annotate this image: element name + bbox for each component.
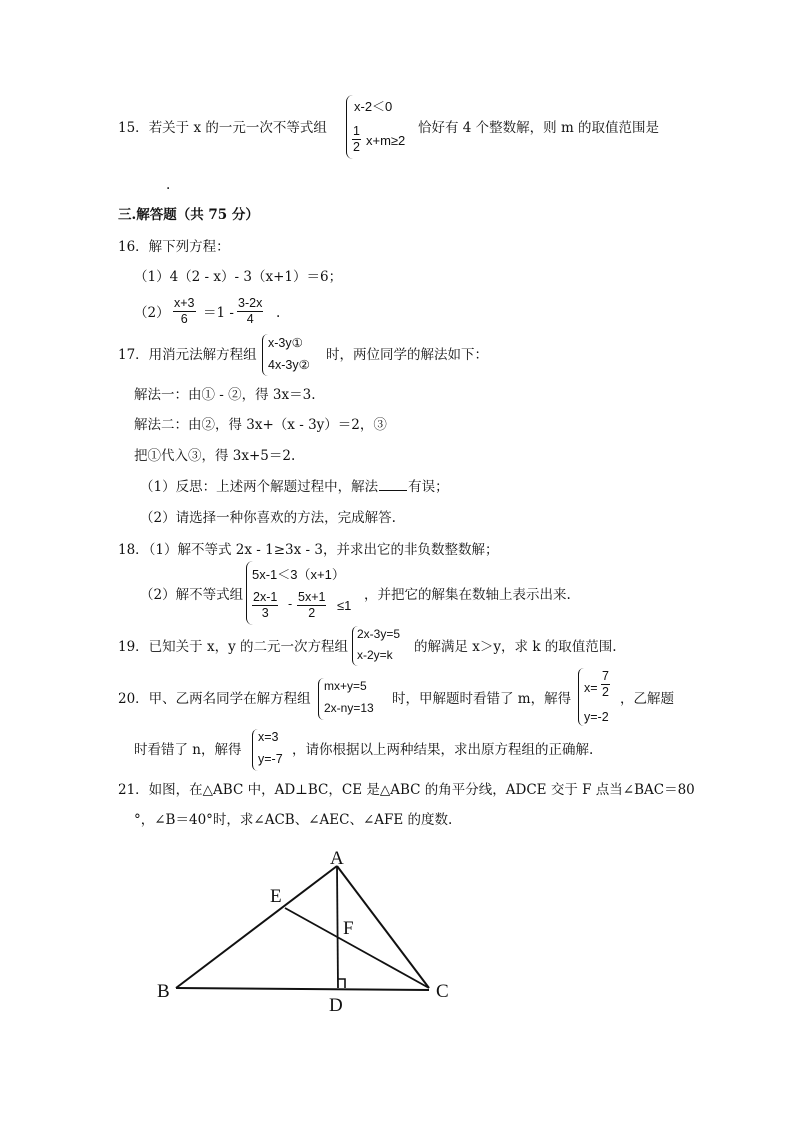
- section-heading: 三.解答题（共 75 分）: [118, 207, 259, 223]
- q15-eq2: x+m≥2: [366, 133, 406, 148]
- q20-s1-fraction: $\frac{7}{2}$: [602, 669, 609, 699]
- q16-part2-label: （2）: [134, 305, 170, 321]
- q20-eq2: 2x-ny=13: [324, 701, 374, 715]
- q20-end1: ，乙解题: [620, 691, 674, 707]
- q19-head: 19．已知关于 x，y 的二元一次方程组: [118, 639, 349, 655]
- q20-s1y: y=-2: [584, 710, 609, 724]
- label-F: F: [343, 918, 354, 939]
- q18-part2-label: （2）解不等式组: [140, 587, 244, 603]
- q18-minus: -: [288, 597, 293, 611]
- label-D: D: [329, 995, 343, 1016]
- label-E: E: [270, 886, 282, 907]
- q16-fraction1: $\frac{x+3}{6}$: [174, 296, 195, 326]
- label-A: A: [330, 848, 344, 869]
- q20-line2b: ，请你根据以上两种结果，求出原方程组的正确解.: [292, 742, 594, 758]
- q20-mid: 时，甲解题时看错了 m，解得: [392, 691, 572, 707]
- q16-mid: ＝1 -: [203, 305, 234, 321]
- q17-reflect: （1）反思：上述两个解题过程中，解法 有误；: [140, 479, 449, 495]
- q16-fraction2: $\frac{3-2x}{4}$: [238, 296, 263, 326]
- q17-method2-cont: 把①代入③，得 3x+5＝2.: [134, 448, 296, 464]
- q17-tail: 时，两位同学的解法如下：: [326, 347, 488, 363]
- q15-stem: 15．若关于 x 的一元一次不等式组: [118, 120, 327, 136]
- q17-method2: 解法二：由②，得 3x+（x - 3y）＝2，③: [134, 417, 387, 433]
- q15-dot: .: [166, 177, 171, 193]
- q18-tail: ，并把它的解集在数轴上表示出来.: [364, 587, 571, 603]
- q17-eq2: 4x-3y②: [268, 358, 310, 372]
- q15-tail: 恰好有 4 个整数解，则 m 的取值范围是: [418, 120, 660, 136]
- segment-CE: [285, 908, 429, 988]
- label-B: B: [157, 981, 170, 1002]
- q17-part2: （2）请选择一种你喜欢的方法，完成解答.: [140, 510, 396, 526]
- q20-s1x: x=: [584, 681, 598, 695]
- q18-part1: 18．（1）解不等式 2x - 1≥3x - 3，并求出它的非负数整数解；: [118, 542, 499, 558]
- q18-fraction1: $\frac{2x-1}{3}$: [253, 590, 278, 620]
- q16-head: 16．解下列方程：: [118, 239, 230, 255]
- segment-BC: [176, 988, 429, 990]
- q17-eq1: x-3y①: [268, 336, 303, 350]
- q17-method1: 解法一：由① - ②，得 3x＝3.: [134, 387, 316, 403]
- q20-line2a: 时看错了 n，解得: [134, 742, 242, 758]
- q21-line1: 21．如图，在△ABC 中，AD⊥BC，CE 是△ABC 的角平分线，ADCE 交于 F 点当∠BAC＝80: [118, 782, 695, 798]
- q16-part1: （1）4（2 - x）- 3（x+1）＝6；: [134, 269, 343, 285]
- q17-head: 17．用消元法解方程组: [118, 347, 257, 363]
- q20-eq1: mx+y=5: [324, 679, 367, 693]
- q19-eq1: 2x-3y=5: [357, 627, 401, 641]
- segment-AB: [176, 866, 337, 988]
- q20-s2y: y=-7: [258, 752, 283, 766]
- q20-head: 20．甲、乙两名同学在解方程组: [118, 691, 311, 707]
- q15-fraction: $\frac{1}{2}$: [353, 124, 360, 154]
- q18-fraction2: $\frac{5x+1}{2}$: [298, 590, 326, 620]
- q19-eq2: x-2y=k: [357, 648, 393, 662]
- q15-eq1: x-2＜0: [354, 99, 393, 114]
- q21-line2: °，∠B＝40°时，求∠ACB、∠AEC、∠AFE 的度数.: [134, 812, 453, 828]
- segment-AD: [337, 866, 338, 988]
- q18-eq1: 5x-1＜3（x+1）: [252, 567, 345, 582]
- q19-tail: 的解满足 x＞y，求 k 的取值范围.: [414, 639, 617, 655]
- q18-le: ≤1: [337, 598, 352, 613]
- right-angle-mark: [338, 979, 345, 988]
- q20-s2x: x=3: [258, 730, 279, 744]
- label-C: C: [436, 981, 449, 1002]
- q16-end: .: [276, 305, 281, 321]
